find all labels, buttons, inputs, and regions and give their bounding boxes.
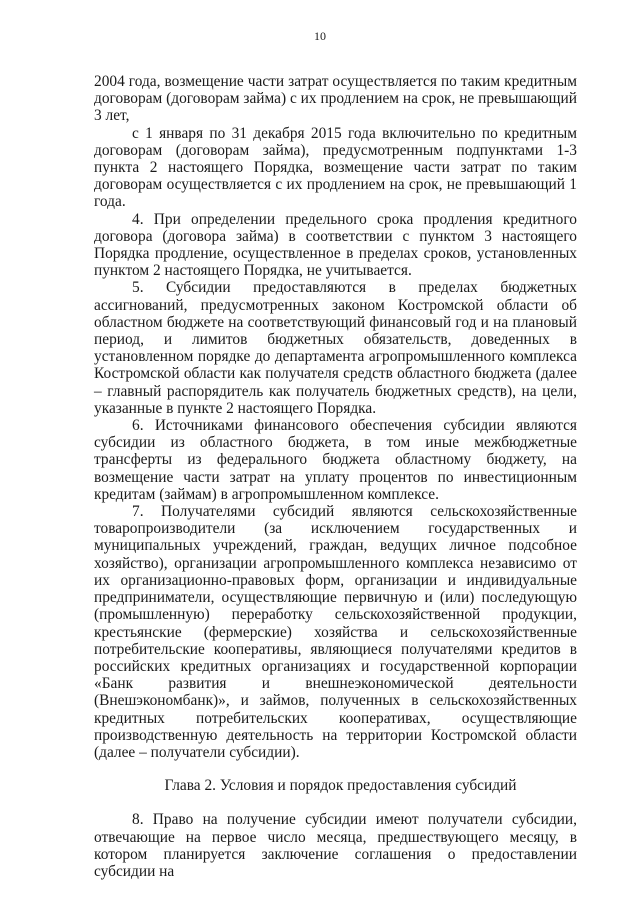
page-number: 10 — [314, 29, 326, 43]
paragraph-item-6: 6. Источниками финансового обеспечения субсидии являются субсидии из областного бюджета, в том иные межбюджетные трансферты из федерального бюджета областному бюджету, на возмещение части затрат на уплату процентов по инвестиционным кредитам (займам) в агропромышленном комплексе. — [94, 417, 577, 503]
paragraph-item-5: 5. Субсидии предоставляются в пределах бюджетных ассигнований, предусмотренных законом Костромской области об областном бюджете на соответствующий финансовый год и на плановый период, и лимитов бюджетных обязательств, доведенных в установленном порядке до департамента агропромышленного комплекса Костромской области как получателя средств областного бюджета (далее – главный распорядитель как получатель бюджетных средств), на цели, указанные в пункте 2 настоящего Порядка. — [94, 279, 577, 417]
paragraph-item-7: 7. Получателями субсидий являются сельскохозяйственные товаропроизводители (за исключением государственных и муниципальных учреждений, граждан, ведущих личное подсобное хозяйство), организации агропромышленного комплекса независимо от их организационно-правовых форм, организации и индивидуальные предприниматели, осуществляющие первичную и (или) последующую (промышленную) переработку сельскохозяйственной продукции, крестьянские (фермерские) хозяйства и сельскохозяйственные потребительские кооперативы, являющиеся получателями кредитов в российских кредитных организациях и государственной корпорации «Банк развития и внешнеэкономической деятельности (Внешэкономбанк)», и займов, полученных в сельскохозяйственных кредитных потребительских кооперативах, осуществляющие производственную деятельность на территории Костромской области (далее – получатели субсидии). — [94, 503, 577, 761]
chapter-heading: Глава 2. Условия и порядок предоставления субсидий — [164, 777, 517, 795]
paragraph-item-8: 8. Право на получение субсидии имеют получатели субсидии, отвечающие на первое число месяца, предшествующего месяцу, в котором планируется заключение соглашения о предоставлении субсидии на — [94, 811, 577, 880]
paragraph-item-4: 4. При определении предельного срока продления кредитного договора (договора займа) в соответствии с пунктом 3 настоящего Порядка продление, осуществленное в пределах сроков, установленных пунктом 2 настоящего Порядка, не учитывается. — [94, 210, 577, 280]
paragraph-continuation: 2004 года, возмещение части затрат осуществляется по таким кредитным договорам (договорам займа) с их продлением на срок, не превышающий 3 лет, — [94, 73, 577, 125]
paragraph-2015-extension: с 1 января по 31 декабря 2015 года включительно по кредитным договорам (договорам займа), предусмотренным подпунктами 1-3 пункта 2 настоящего Порядка, возмещение части затрат по таким договорам осуществляется с их продлением на срок, не превышающий 1 года. — [94, 124, 577, 211]
document-body — [94, 73, 577, 880]
